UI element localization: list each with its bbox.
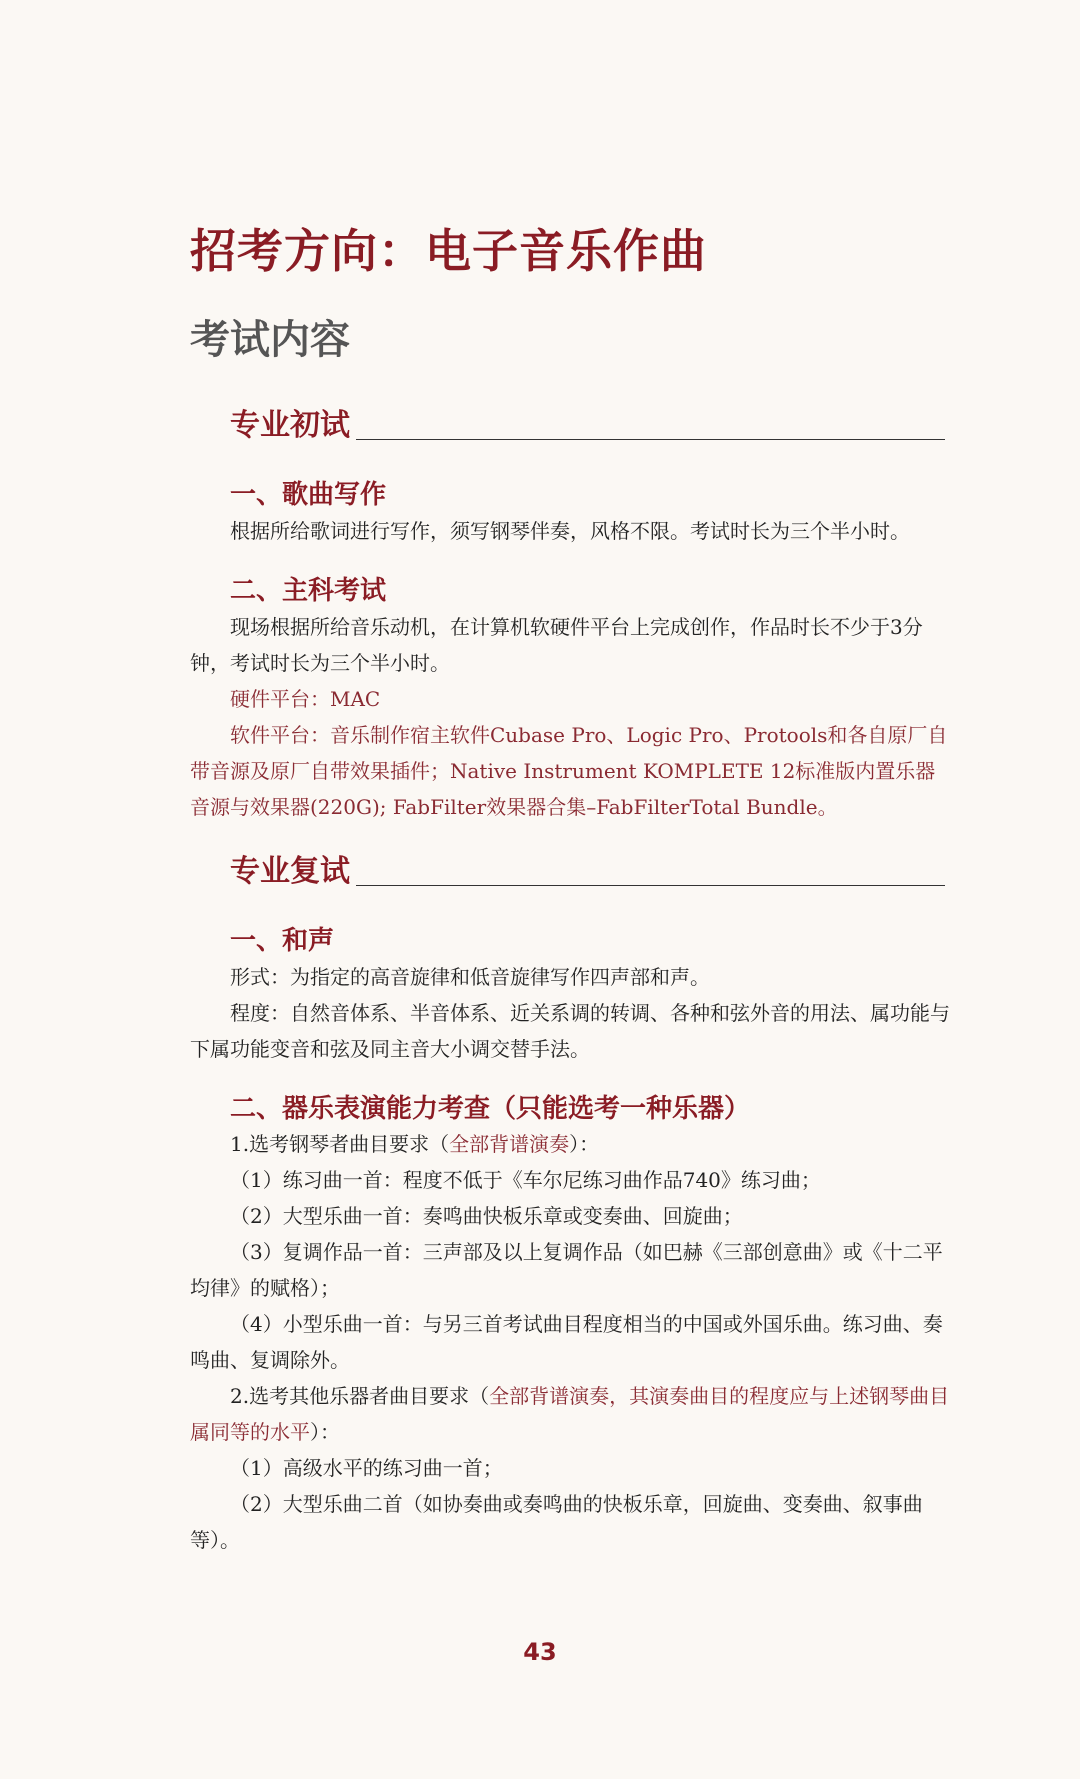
harmony-form: 形式：为指定的高音旋律和低音旋律写作四声部和声。 xyxy=(230,965,710,989)
piano-req-3: （3）复调作品一首：三声部及以上复调作品（如巴赫《三部创意曲》或《十二平均律》的赋格）； xyxy=(190,1240,943,1300)
page-number: 43 xyxy=(523,1638,557,1666)
section-heading-retest xyxy=(230,846,945,890)
section-heading-label: 专业初试 xyxy=(230,408,350,443)
subheading-harmony: 一、和声 xyxy=(230,926,335,956)
piano-intro-text: 1.选考钢琴者曲目要求（ xyxy=(230,1132,450,1156)
other-req-2: （2）大型乐曲二首（如协奏曲或奏鸣曲的快板乐章，回旋曲、变奏曲、叙事曲等）。 xyxy=(190,1492,923,1552)
subheading-instrument: 二、器乐表演能力考查（只能选考一种乐器） xyxy=(230,1094,751,1124)
other-note: 全部背谱演奏，其演奏曲目的程度应与上述钢琴曲目属同等的水平 xyxy=(190,1384,950,1444)
other-intro-text: 2.选考其他乐器者曲目要求（ xyxy=(230,1384,490,1408)
section-divider xyxy=(356,439,945,440)
hardware-platform: 硬件平台：MAC xyxy=(230,687,381,711)
paragraph-main-exam: 现场根据所给音乐动机，在计算机软硬件平台上完成创作，作品时长不少于3分钟，考试时长为三个半小时。 xyxy=(190,615,923,675)
page-title: 招考方向：电子音乐作曲 xyxy=(190,224,707,278)
section-divider xyxy=(356,885,945,886)
section-heading-preliminary xyxy=(230,400,945,444)
piano-intro-close: ）： xyxy=(569,1132,600,1156)
piano-note: 全部背谱演奏 xyxy=(449,1132,570,1156)
paragraph-song-writing: 根据所给歌词进行写作，须写钢琴伴奏，风格不限。考试时长为三个半小时。 xyxy=(230,519,910,543)
piano-req-2: （2）大型乐曲一首：奏鸣曲快板乐章或变奏曲、回旋曲； xyxy=(230,1204,743,1228)
other-req-1: （1）高级水平的练习曲一首； xyxy=(230,1456,503,1480)
harmony-degree: 程度：自然音体系、半音体系、近关系调的转调、各种和弦外音的用法、属功能与下属功能变音和弦及同主音大小调交替手法。 xyxy=(190,1001,950,1061)
piano-req-4: （4）小型乐曲一首：与另三首考试曲目程度相当的中国或外国乐曲。练习曲、奏鸣曲、复调除外。 xyxy=(190,1312,943,1372)
piano-req-1: （1）练习曲一首：程度不低于《车尔尼练习曲作品740》练习曲； xyxy=(230,1168,821,1192)
section-heading-label: 专业复试 xyxy=(230,854,350,889)
subheading-song-writing: 一、歌曲写作 xyxy=(230,480,387,510)
piano-requirements-intro xyxy=(190,1126,950,1162)
software-platform: 软件平台：音乐制作宿主软件Cubase Pro、Logic Pro、Protools和各自原厂自带音源及原厂自带效果插件；Native Instrument KOMPLETE 12标准版内置乐器音源与效果器(220G); FabFilter效果器合集–FabFilterTotal Bundle。 xyxy=(190,723,948,819)
page-subtitle: 考试内容 xyxy=(190,317,350,363)
subheading-main-exam: 二、主科考试 xyxy=(230,576,387,606)
other-intro-close: ）： xyxy=(310,1420,340,1444)
other-instrument-intro xyxy=(190,1378,950,1450)
